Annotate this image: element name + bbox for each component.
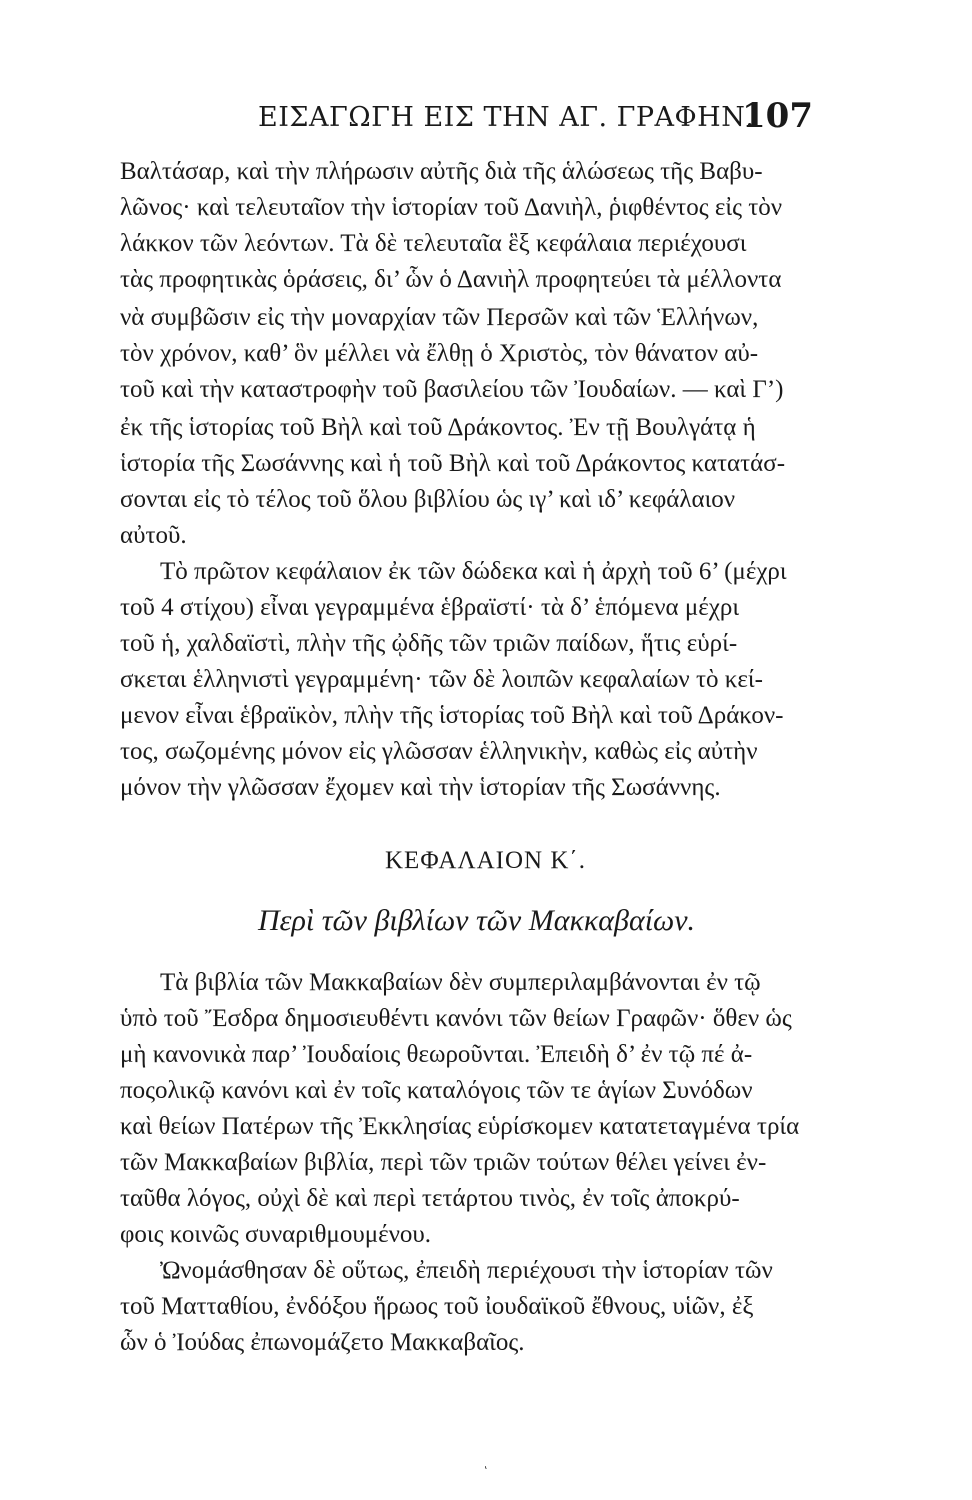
text-line: ὧν ὁ Ἰούδας ἐπωνομάζετο Μακκαβαῖος.: [120, 1329, 525, 1356]
text-line: Βαλτάσαρ, καὶ τὴν πλήρωσιν αὐτῆς διὰ τῆς ἁλώσεως τῆς Βαβυ-: [120, 158, 763, 185]
text-line: μενον εἶναι ἑβραϊκὸν, πλὴν τῆς ἱστορίας τοῦ Βὴλ καὶ τοῦ Δράκον-: [120, 702, 784, 729]
text-line: ὑπὸ τοῦ Ἔσδρα δημοσιευθέντι κανόνι τῶν θείων Γραφῶν· ὅθεν ὡς: [120, 1005, 792, 1032]
text-line: σκεται ἑλληνιστὶ γεγραμμένη· τῶν δὲ λοιπῶν κεφαλαίων τὸ κεί-: [120, 666, 763, 693]
text-line: λῶνος· καὶ τελευταῖον τὴν ἱστορίαν τοῦ Δανιὴλ, ῥιφθέντος εἰς τὸν: [120, 194, 783, 221]
text-line: Ὠνομάσθησαν δὲ οὕτως, ἐπειδὴ περιέχουσι τὴν ἱστορίαν τῶν: [160, 1257, 773, 1284]
text-line: σονται εἰς τὸ τέλος τοῦ ὅλου βιβλίου ὡς ιγ’ καὶ ιδ’ κεφάλαιον: [120, 486, 736, 513]
text-line: τοῦ ἡ, χαλδαϊστὶ, πλὴν τῆς ᾠδῆς τῶν τριῶν παίδων, ἥτις εὑρί-: [120, 630, 738, 657]
text-line: ποςολικῷ κανόνι καὶ ἐν τοῖς καταλόγοις τῶν τε ἁγίων Συνόδων: [120, 1077, 753, 1104]
text-line: ἐκ τῆς ἱστορίας τοῦ Βὴλ καὶ τοῦ Δράκοντος. Ἐν τῇ Βουλγάτᾳ ἡ: [120, 414, 756, 441]
text-line: τοῦ καὶ τὴν καταστροφὴν τοῦ βασιλείου τῶν Ἰουδαίων. — καὶ Γ’): [120, 376, 784, 403]
text-line: μὴ κανονικὰ παρ’ Ἰουδαίοις θεωροῦνται. Ἐπειδὴ δ’ ἐν τῷ πέ ἀ-: [120, 1041, 753, 1068]
text-line: καὶ θείων Πατέρων τῆς Ἐκκλησίας εὑρίσκομεν κατατεταγμένα τρία: [120, 1113, 800, 1140]
text-line: τοῦ 4 στίχου) εἶναι γεγραμμένα ἑβραϊστί· τὰ δ’ ἑπόμενα μέχρι: [120, 594, 740, 621]
text-line: Τὸ πρῶτον κεφάλαιον ἐκ τῶν δώδεκα καὶ ἡ ἀρχὴ τοῦ 6’ (μέχρι: [160, 558, 787, 585]
text-line: τὸν χρόνον, καθ’ ὃν μέλλει νὰ ἔλθῃ ὁ Χριστὸς, τὸν θάνατον αὐ-: [120, 340, 759, 367]
text-line: ταῦθα λόγος, οὐχὶ δὲ καὶ περὶ τετάρτου τινὸς, ἐν τοῖς ἀποκρύ-: [120, 1185, 740, 1212]
text-line: φοις κοινῶς συναριθμουμένου.: [120, 1221, 432, 1248]
text-line: ἱστορία τῆς Σωσάννης καὶ ἡ τοῦ Βὴλ καὶ τοῦ Δράκοντος κατατάσ-: [120, 450, 786, 477]
text-line: τος, σωζομένης μόνον εἰς γλῶσσαν ἑλληνικὴν, καθὼς εἰς αὐτὴν: [120, 738, 758, 765]
chapter-heading: ΚΕΦΑΛΑΙΟΝ Κ΄.: [385, 847, 586, 874]
text-line: τῶν Μακκαβαίων βιβλία, περὶ τῶν τριῶν τούτων θέλει γείνει ἐν-: [120, 1149, 767, 1176]
text-line: λάκκον τῶν λεόντων. Τὰ δὲ τελευταῖα ἓξ κεφάλαια περιέχουσι: [120, 230, 747, 257]
text-line: αὐτοῦ.: [120, 522, 187, 549]
chapter-subtitle: Περὶ τῶν βιβλίων τῶν Μακκαβαίων.: [258, 904, 696, 937]
text-line: τοῦ Ματταθίου, ἐνδόξου ἥρωος τοῦ ἰουδαϊκοῦ ἔθνους, υἱῶν, ἐξ: [120, 1293, 754, 1320]
page-number: 107: [742, 96, 813, 136]
text-line: τὰς προφητικὰς ὁράσεις, δι’ ὧν ὁ Δανιὴλ προφητεύει τὰ μέλλοντα: [120, 266, 782, 293]
running-title: ΕΙΣΑΓΩΓΗ ΕΙΣ ΤΗΝ ΑΓ. ΓΡΑΦΗΝ.: [258, 102, 755, 133]
text-line: Τὰ βιβλία τῶν Μακκαβαίων δὲν συμπεριλαμβάνονται ἐν τῷ: [160, 969, 761, 996]
text-line: νὰ συμβῶσιν εἰς τὴν μοναρχίαν τῶν Περσῶν καὶ τῶν Ἑλλήνων,: [120, 304, 759, 331]
text-line: μόνον τὴν γλῶσσαν ἔχομεν καὶ τὴν ἱστορίαν τῆς Σωσάννης.: [120, 774, 721, 801]
